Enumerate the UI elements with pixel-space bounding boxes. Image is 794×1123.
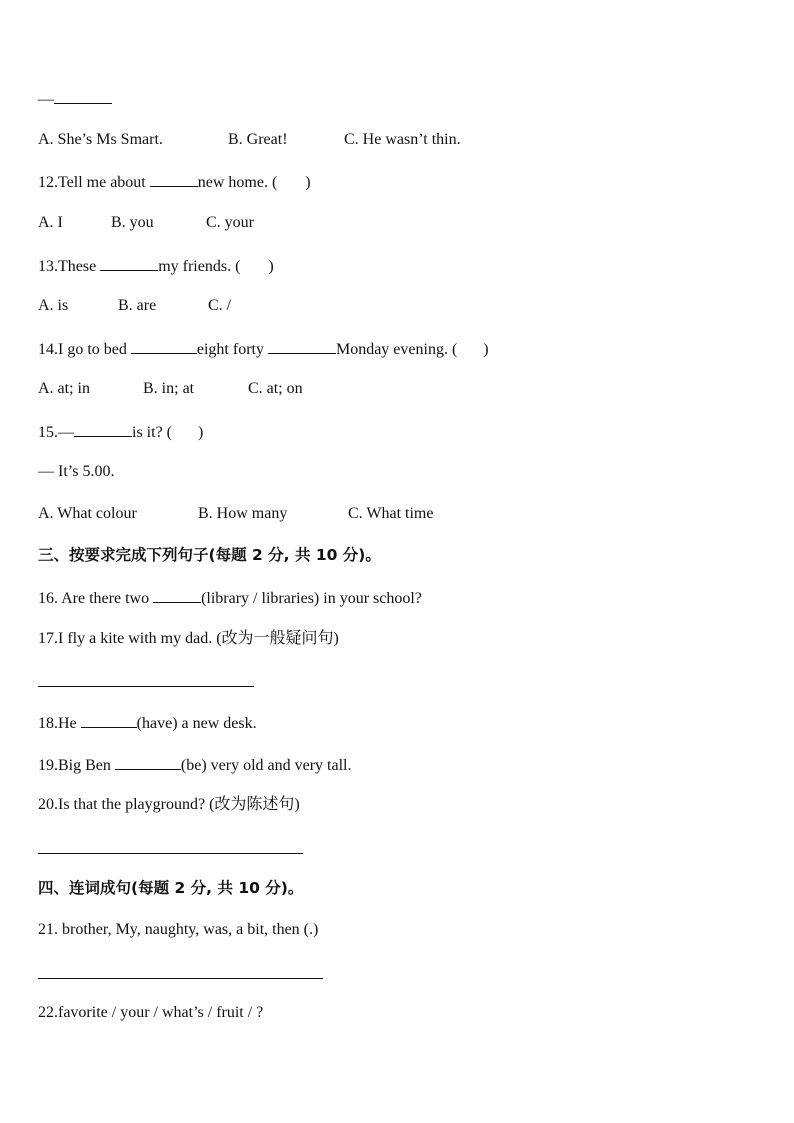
q14-stem [38, 338, 489, 360]
option-a: A. She’s Ms Smart. [38, 131, 163, 148]
q14-text-after: Monday evening. ( [335, 341, 458, 358]
q13-text-after: my friends. ( [158, 258, 241, 275]
close-paren: ) [305, 174, 311, 191]
option-b: B. How many [198, 505, 288, 522]
option-b: B. you [111, 214, 154, 231]
q13-text-before: 13.These [38, 258, 97, 275]
dash: — [38, 91, 54, 108]
answer-blank-1[interactable] [131, 338, 197, 354]
q12-text-before: 12.Tell me about [38, 174, 146, 191]
section-3-heading: 三、按要求完成下列句子(每题 2 分, 共 10 分)。 [38, 546, 381, 564]
q18-text-before: 18.He [38, 715, 77, 732]
q16-stem [38, 587, 422, 609]
q15-options [38, 504, 433, 524]
answer-blank[interactable] [153, 587, 201, 603]
option-b: B. are [118, 297, 157, 314]
q14-options [38, 379, 303, 399]
q21-answer-line[interactable] [38, 978, 323, 979]
q14-text-middle: eight forty [196, 341, 264, 358]
q22-stem: 22.favorite / your / what’s / fruit / ? [38, 1004, 264, 1021]
answer-blank-2[interactable] [268, 338, 336, 354]
q15-reply: — It’s 5.00. [38, 463, 115, 480]
option-b: B. Great! [228, 131, 288, 148]
q12-stem [38, 171, 311, 193]
q16-text-after: (library / libraries) in your school? [201, 590, 422, 607]
q15-stem [38, 421, 203, 443]
q17-answer-line[interactable] [38, 686, 254, 687]
q15-text-after: is it? ( [132, 424, 172, 441]
close-paren: ) [268, 258, 274, 275]
q19-stem [38, 754, 352, 776]
q14-text-before: 14.I go to bed [38, 341, 127, 358]
answer-blank[interactable] [54, 88, 112, 104]
option-c: C. / [208, 297, 232, 314]
option-c: C. What time [348, 505, 434, 522]
option-a: A. is [38, 297, 69, 314]
q20-answer-line[interactable] [38, 853, 303, 854]
option-a: A. at; in [38, 380, 90, 397]
q17-stem: 17.I fly a kite with my dad. (改为一般疑问句) [38, 630, 339, 647]
q12-text-after: new home. ( [197, 174, 278, 191]
q20-stem: 20.Is that the playground? (改为陈述句) [38, 796, 300, 813]
q13-stem [38, 255, 274, 277]
answer-blank[interactable] [115, 754, 181, 770]
q18-stem [38, 712, 257, 734]
q19-text-after: (be) very old and very tall. [180, 757, 352, 774]
option-a: A. What colour [38, 505, 137, 522]
answer-blank[interactable] [150, 171, 198, 187]
close-paren: ) [483, 341, 489, 358]
q21-stem: 21. brother, My, naughty, was, a bit, then (.) [38, 921, 319, 938]
q16-text-before: 16. Are there two [38, 590, 150, 607]
q18-text-after: (have) a new desk. [136, 715, 257, 732]
option-c: C. at; on [248, 380, 303, 397]
option-c: C. He wasn’t thin. [344, 131, 461, 148]
section-4-heading: 四、连词成句(每题 2 分, 共 10 分)。 [38, 879, 304, 897]
answer-blank[interactable] [81, 712, 137, 728]
q13-options [38, 296, 231, 316]
option-b: B. in; at [143, 380, 195, 397]
close-paren: ) [198, 424, 204, 441]
answer-blank[interactable] [100, 255, 158, 271]
q11-answer-prompt [38, 88, 112, 110]
answer-blank[interactable] [74, 421, 132, 437]
q15-text-before: 15.— [38, 424, 74, 441]
option-c: C. your [206, 214, 254, 231]
q11-options [38, 130, 461, 150]
q12-options [38, 213, 254, 233]
q19-text-before: 19.Big Ben [38, 757, 111, 774]
option-a: A. I [38, 214, 63, 231]
